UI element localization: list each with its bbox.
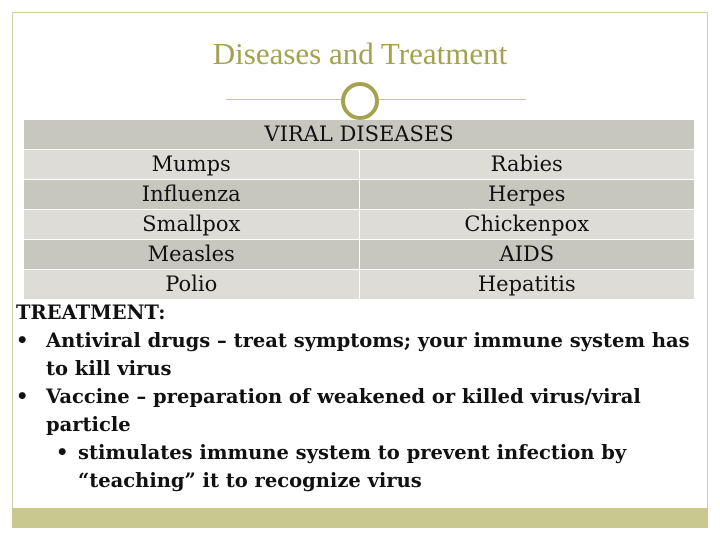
- treatment-section: [16, 299, 706, 495]
- table-cell: Hepatitis: [477, 272, 576, 296]
- footer-bar: [12, 508, 708, 528]
- bullet-icon: •: [16, 329, 29, 352]
- table-cell: AIDS: [499, 242, 555, 266]
- slide-title: Diseases and Treatment: [212, 36, 508, 71]
- table-header: VIRAL DISEASES: [264, 122, 454, 146]
- sub-bullet-item: [16, 439, 706, 495]
- title-divider-left: [226, 99, 342, 100]
- bullet-icon: •: [16, 385, 29, 408]
- table-cell: Polio: [24, 270, 360, 299]
- bullet-item: [16, 383, 706, 439]
- table-cell: Herpes: [488, 182, 566, 206]
- table-cell: Smallpox: [24, 210, 360, 239]
- table-row: [24, 239, 694, 269]
- bullet-icon: •: [56, 441, 69, 464]
- table-cell: Chickenpox: [464, 212, 590, 236]
- bullet-text: stimulates immune system to prevent infection by “teaching” it to recognize virus: [78, 441, 627, 492]
- table-row: [24, 179, 694, 209]
- treatment-heading: TREATMENT:: [16, 301, 166, 324]
- bullet-item: [16, 327, 706, 383]
- table-header-row: [24, 120, 694, 149]
- title-divider-right: [378, 99, 526, 100]
- bullet-text: Vaccine – preparation of weakened or killed virus/viral particle: [46, 385, 641, 436]
- table-row: [24, 269, 694, 299]
- table-row: [24, 209, 694, 239]
- table-cell: Mumps: [24, 150, 360, 179]
- divider-circle-ornament: [341, 82, 379, 120]
- viral-diseases-table: [24, 120, 694, 299]
- bullet-text: Antiviral drugs – treat symptoms; your immune system has to kill virus: [46, 329, 690, 380]
- table-cell: Measles: [24, 240, 360, 269]
- table-row: [24, 149, 694, 179]
- table-cell: Rabies: [490, 152, 563, 176]
- table-cell: Influenza: [24, 180, 360, 209]
